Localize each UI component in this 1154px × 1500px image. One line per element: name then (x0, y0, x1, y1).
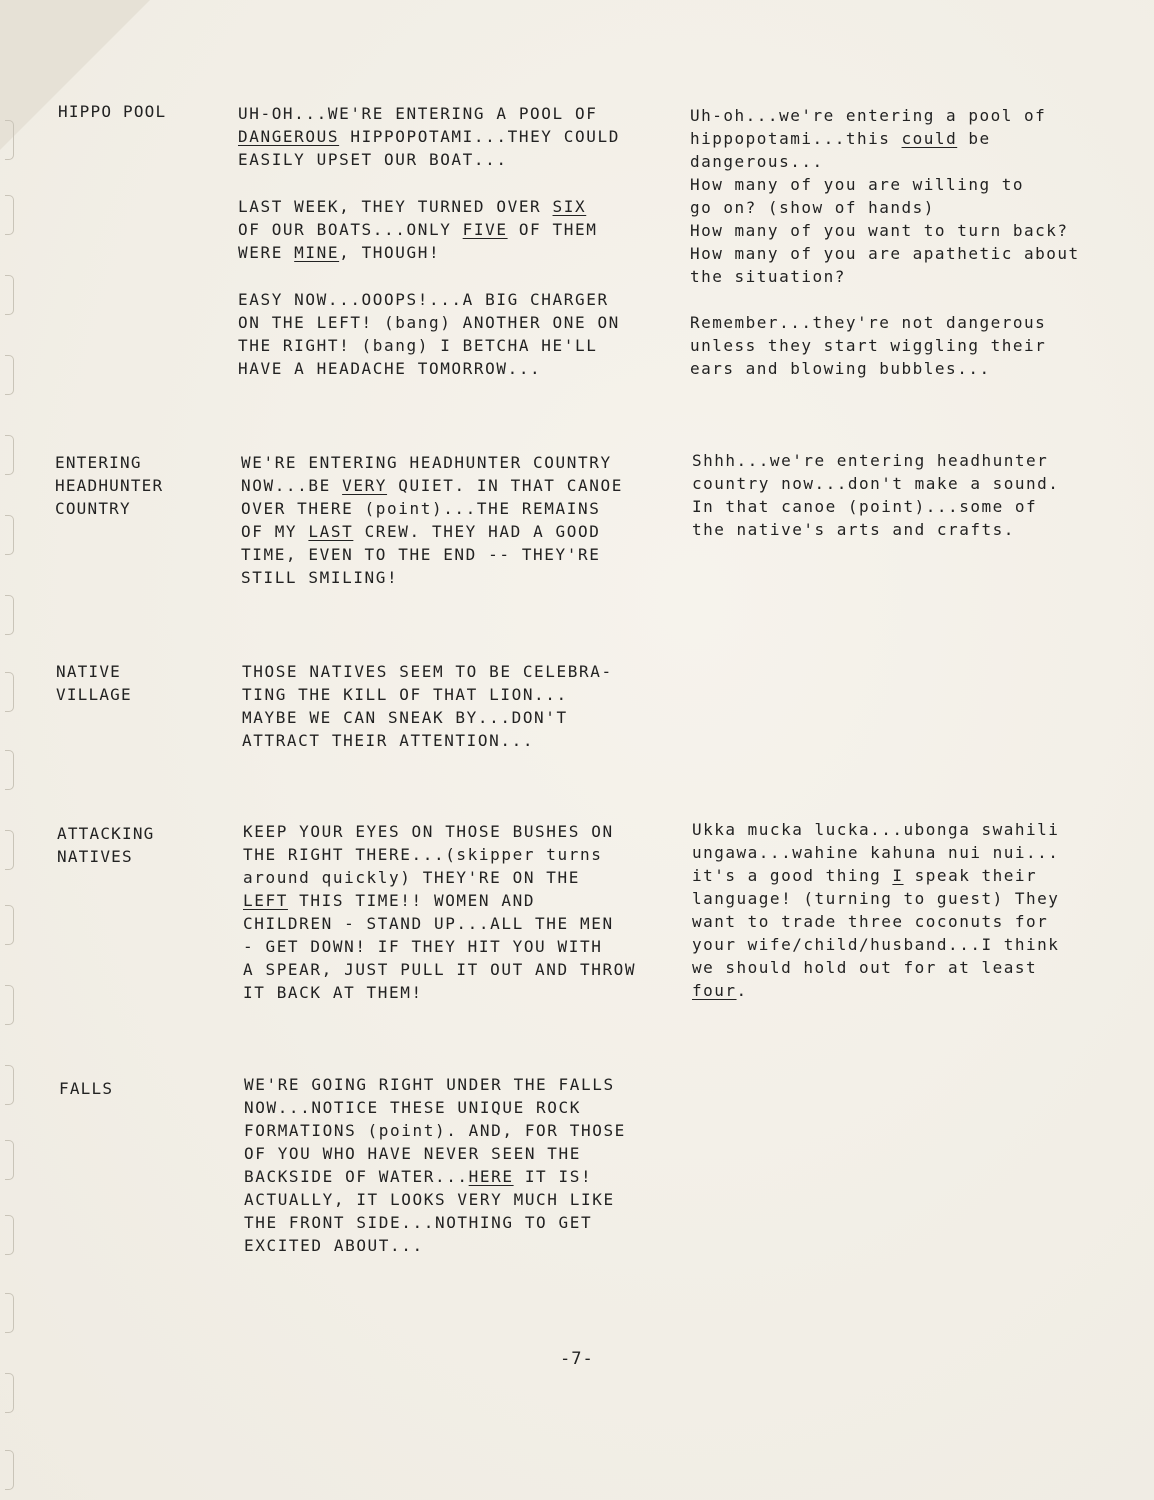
script-line (238, 102, 597, 125)
text-run: , THOUGH! (339, 243, 441, 262)
text-run: THE RIGHT THERE...(skipper turns (243, 845, 603, 864)
text-run: A SPEAR, JUST PULL IT OUT AND THROW (243, 960, 637, 979)
alternate-line (690, 104, 1046, 127)
binder-hole (5, 595, 14, 635)
underlined-word: DANGEROUS (238, 127, 340, 146)
text-run: we should hold out for at least (692, 958, 1038, 977)
text-run: OVER THERE (point)...THE REMAINS (241, 499, 601, 518)
text-run: it's a good thing (692, 866, 893, 885)
folded-corner (0, 0, 150, 150)
binder-hole (5, 1065, 14, 1105)
binder-hole (5, 195, 14, 235)
text-run: - GET DOWN! IF THEY HIT YOU WITH (243, 937, 603, 956)
text-run: HIPPOPOTAMI...THEY COULD (339, 127, 620, 146)
text-run: Ukka mucka lucka...ubonga swahili (692, 820, 1060, 839)
text-run: How many of you are willing to (690, 175, 1024, 194)
binder-hole (5, 1293, 14, 1333)
scene-label: HEADHUNTER (55, 476, 164, 495)
text-run: In that canoe (point)...some of (692, 497, 1038, 516)
text-run: ears and blowing bubbles... (690, 359, 991, 378)
alternate-line (692, 495, 1037, 518)
text-run: ATTRACT THEIR ATTENTION... (242, 731, 535, 750)
alternate-line (690, 334, 1046, 357)
text-run: CHILDREN - STAND UP...ALL THE MEN (243, 914, 614, 933)
binder-hole (5, 1215, 14, 1255)
text-run: IT BACK AT THEM! (243, 983, 423, 1002)
text-run: THOSE NATIVES SEEM TO BE CELEBRA- (242, 662, 613, 681)
alternate-line (692, 887, 1059, 910)
alternate-line (692, 910, 1048, 933)
text-run: NOW...NOTICE THESE UNIQUE ROCK (244, 1098, 581, 1117)
text-run: the native's arts and crafts. (692, 520, 1015, 539)
text-run: Remember...they're not dangerous (690, 313, 1047, 332)
alternate-line (690, 173, 1024, 196)
alternate-line (692, 864, 1037, 887)
text-run: MAYBE WE CAN SNEAK BY...DON'T (242, 708, 568, 727)
text-run: ungawa...wahine kahuna nui nui... (692, 843, 1060, 862)
text-run: THIS TIME!! WOMEN AND (287, 891, 536, 910)
alternate-line (692, 518, 1015, 541)
text-run: ON THE LEFT! (bang) ANOTHER ONE ON (238, 313, 620, 332)
alternate-line (692, 818, 1059, 841)
script-line (243, 981, 423, 1004)
page-number: -7- (560, 1349, 594, 1369)
text-run: unless they start wiggling their (690, 336, 1047, 355)
binder-hole (5, 515, 14, 555)
text-run: Uh-oh...we're entering a pool of (690, 106, 1047, 125)
underlined-word: I (892, 866, 904, 885)
script-line (241, 497, 600, 520)
text-run: WE'RE GOING RIGHT UNDER THE FALLS (244, 1075, 615, 1094)
text-run: CREW. THEY HAD A GOOD (353, 522, 601, 541)
text-run: BACKSIDE OF WATER... (244, 1167, 469, 1186)
script-line (244, 1165, 592, 1188)
underlined-word: LAST (308, 522, 354, 541)
text-run: OF YOU WHO HAVE NEVER SEEN THE (244, 1144, 581, 1163)
text-run: TING THE KILL OF THAT LION... (242, 685, 568, 704)
script-line (243, 935, 602, 958)
alternate-line (690, 150, 824, 173)
script-line (244, 1188, 615, 1211)
alternate-line (692, 956, 1037, 979)
text-run: HAVE A HEADACHE TOMORROW... (238, 359, 542, 378)
alternate-line (692, 933, 1059, 956)
text-run: FORMATIONS (point). AND, FOR THOSE (244, 1121, 626, 1140)
alternate-line (690, 357, 991, 380)
script-line (238, 218, 597, 241)
script-line (244, 1234, 424, 1257)
text-run: . (736, 981, 748, 1000)
scene-label: NATIVES (57, 847, 133, 866)
script-line (241, 474, 623, 497)
text-run: LAST WEEK, THEY TURNED OVER (238, 197, 553, 216)
text-run: NOW...BE (241, 476, 343, 495)
binder-hole (5, 1373, 14, 1413)
text-run: WERE (238, 243, 295, 262)
underlined-word: could (901, 129, 958, 148)
script-line (241, 543, 600, 566)
script-line (238, 148, 508, 171)
script-line (241, 520, 600, 543)
binder-hole (5, 830, 14, 870)
script-line (238, 311, 620, 334)
text-run: OF OUR BOATS...ONLY (238, 220, 463, 239)
scene-label: ENTERING (55, 453, 142, 472)
binder-hole (5, 985, 14, 1025)
text-run: want to trade three coconuts for (692, 912, 1049, 931)
binder-hole (5, 120, 14, 160)
text-run: KEEP YOUR EYES ON THOSE BUSHES ON (243, 822, 614, 841)
script-line (243, 912, 614, 935)
binder-hole (5, 1450, 14, 1490)
text-run: speak their (903, 866, 1038, 885)
alternate-line (692, 841, 1059, 864)
script-line (238, 125, 620, 148)
text-run: Shhh...we're entering headhunter (692, 451, 1049, 470)
alternate-line (690, 219, 1069, 242)
script-line (244, 1096, 581, 1119)
script-line (244, 1211, 592, 1234)
alternate-line (690, 242, 1080, 265)
alternate-line (690, 265, 846, 288)
script-line (244, 1142, 581, 1165)
scene-label: VILLAGE (56, 685, 132, 704)
alternate-line (690, 127, 991, 150)
text-run: STILL SMILING! (241, 568, 399, 587)
text-run: dangerous... (690, 152, 824, 171)
script-line (242, 660, 613, 683)
script-line (238, 334, 597, 357)
script-line (242, 706, 568, 729)
script-line (238, 288, 609, 311)
binder-hole (5, 435, 14, 475)
scene-label: NATIVE (56, 662, 121, 681)
alternate-line (692, 979, 748, 1002)
text-run: EASY NOW...OOOPS!...A BIG CHARGER (238, 290, 609, 309)
underlined-word: MINE (294, 243, 340, 262)
text-run: OF MY (241, 522, 309, 541)
binder-hole (5, 750, 14, 790)
underlined-word: LEFT (243, 891, 288, 910)
text-run: EXCITED ABOUT... (244, 1236, 424, 1255)
script-line (241, 451, 612, 474)
text-run: QUIET. IN THAT CANOE (387, 476, 623, 495)
text-run: THE RIGHT! (bang) I BETCHA HE'LL (238, 336, 598, 355)
scene-label: FALLS (59, 1079, 114, 1098)
text-run: EASILY UPSET OUR BOAT... (238, 150, 508, 169)
alternate-line (692, 449, 1048, 472)
binder-hole (5, 275, 14, 315)
text-run: language! (turning to guest) They (692, 889, 1060, 908)
text-run: THE FRONT SIDE...NOTHING TO GET (244, 1213, 593, 1232)
text-run: be (957, 129, 991, 148)
binder-hole (5, 905, 14, 945)
text-run: your wife/child/husband...I think (692, 935, 1060, 954)
script-line (244, 1119, 626, 1142)
text-run: go on? (show of hands) (690, 198, 935, 217)
scene-label: HIPPO POOL (58, 102, 167, 121)
underlined-word: SIX (552, 197, 587, 216)
binder-hole (5, 672, 14, 712)
script-line (242, 729, 534, 752)
underlined-word: FIVE (462, 220, 508, 239)
underlined-word: HERE (468, 1167, 514, 1186)
script-line (243, 866, 580, 889)
alternate-line (690, 196, 935, 219)
script-line (243, 958, 636, 981)
text-run: How many of you want to turn back? (690, 221, 1069, 240)
text-run: around quickly) THEY'RE ON THE (243, 868, 580, 887)
script-line (244, 1073, 615, 1096)
alternate-line (692, 472, 1059, 495)
script-line (241, 566, 398, 589)
text-run: WE'RE ENTERING HEADHUNTER COUNTRY (241, 453, 612, 472)
text-run: How many of you are apathetic about (690, 244, 1080, 263)
text-run: ACTUALLY, IT LOOKS VERY MUCH LIKE (244, 1190, 615, 1209)
scene-label: ATTACKING (57, 824, 155, 843)
text-run: hippopotami...this (690, 129, 902, 148)
script-line (242, 683, 568, 706)
script-line (238, 357, 541, 380)
text-run: the situation? (690, 267, 846, 286)
text-run: UH-OH...WE'RE ENTERING A POOL OF (238, 104, 598, 123)
script-line (243, 889, 535, 912)
binder-hole (5, 355, 14, 395)
underlined-word: four (692, 981, 737, 1000)
text-run: OF THEM (507, 220, 598, 239)
script-line (238, 195, 586, 218)
binder-hole (5, 1140, 14, 1180)
scene-label: COUNTRY (55, 499, 131, 518)
text-run: country now...don't make a sound. (692, 474, 1060, 493)
script-line (243, 843, 602, 866)
script-line (238, 241, 440, 264)
text-run: IT IS! (513, 1167, 593, 1186)
text-run: TIME, EVEN TO THE END -- THEY'RE (241, 545, 601, 564)
underlined-word: VERY (342, 476, 388, 495)
alternate-line (690, 311, 1046, 334)
script-line (243, 820, 614, 843)
